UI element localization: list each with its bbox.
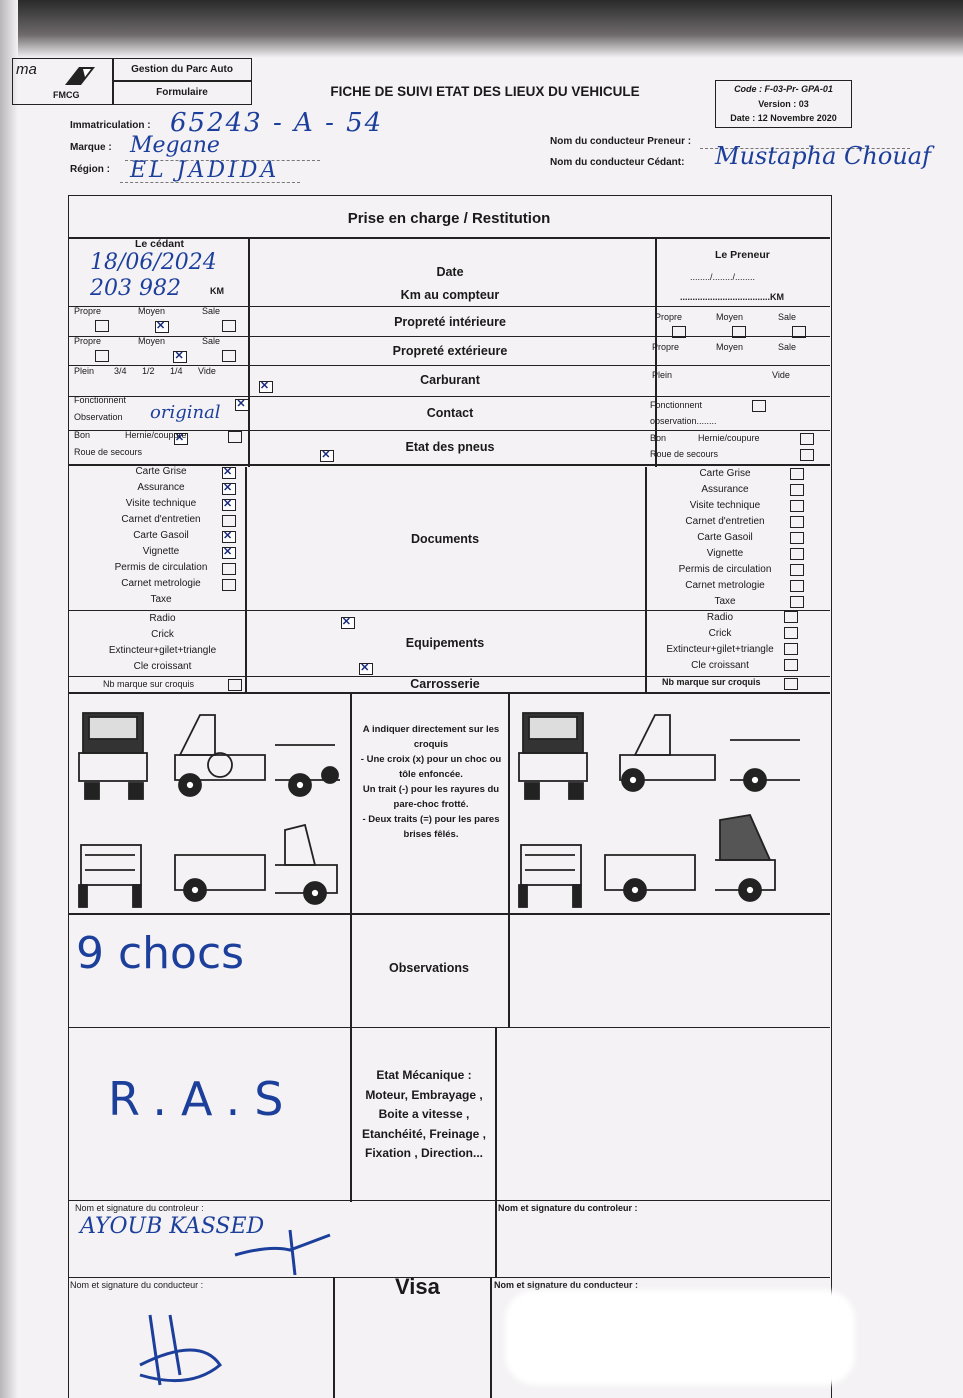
table-title: Prise en charge / Restitution xyxy=(347,210,551,227)
cb-right-doc-4[interactable] xyxy=(790,516,804,528)
left-pe-sale: Sale xyxy=(202,336,221,346)
left-doc-9: Taxe xyxy=(150,594,172,605)
immatriculation-value: 65243 - A - 54 xyxy=(170,108,384,138)
right-contact-fonction: Fonctionnent xyxy=(650,400,703,410)
cedant-value: Mustapha Chouaf xyxy=(715,142,931,170)
cb-left-fuel-vide[interactable] xyxy=(259,381,273,393)
cb-left-doc-4[interactable] xyxy=(222,515,236,527)
right-pe-sale: Sale xyxy=(778,342,797,352)
cb-right-doc-2[interactable] xyxy=(790,484,804,496)
cb-right-eq-4[interactable] xyxy=(784,659,798,671)
right-pneu-hernie: Hernie/coupure xyxy=(698,433,760,443)
right-pi-moyen: Moyen xyxy=(716,312,744,322)
left-conducteur-label: Nom et signature du conducteur : xyxy=(70,1280,204,1290)
left-header: Le cédant xyxy=(135,238,185,250)
right-doc-3: Visite technique xyxy=(689,500,761,511)
left-controleur-value: AYOUB KASSED xyxy=(80,1214,265,1239)
right-date-placeholder: ......../......../........ xyxy=(690,272,756,282)
right-doc-1: Carte Grise xyxy=(699,468,751,479)
left-doc-3: Visite technique xyxy=(125,498,197,509)
row-carburant: Carburant xyxy=(420,373,480,387)
right-controleur-label: Nom et signature du controleur : xyxy=(498,1203,638,1213)
left-documents-list xyxy=(90,464,232,608)
company-name: Gestion du Parc Auto xyxy=(131,64,233,75)
right-eq-4: Cle croissant xyxy=(691,660,749,671)
left-date-value: 18/06/2024 xyxy=(90,250,217,275)
right-header: Le Preneur xyxy=(715,249,770,261)
cb-left-doc-2[interactable] xyxy=(222,483,236,495)
left-doc-7: Permis de circulation xyxy=(114,562,208,573)
marque-label: Marque : xyxy=(70,142,112,153)
cb-right-doc-1[interactable] xyxy=(790,468,804,480)
marque-value: Megane xyxy=(130,133,220,158)
cb-left-pe-propre[interactable] xyxy=(95,350,109,362)
left-doc-6: Vignette xyxy=(142,546,180,557)
row-proprete-ext: Propreté extérieure xyxy=(392,344,508,358)
right-doc-5: Carte Gasoil xyxy=(697,532,753,543)
left-km-unit: KM xyxy=(210,286,224,296)
row-date: Date xyxy=(436,265,464,279)
cb-right-pi-sale[interactable] xyxy=(792,326,806,338)
doc-version: Version : 03 xyxy=(758,99,809,109)
left-doc-8: Carnet metrologie xyxy=(121,578,201,589)
logo-text: FMCG xyxy=(53,90,80,100)
right-car-sketches xyxy=(515,705,815,910)
document-title: FICHE DE SUIVI ETAT DES LIEUX DU VEHICULE xyxy=(330,84,640,99)
etat-meca-line-3: Boite a vitesse , xyxy=(378,1107,470,1121)
logo-prefix: ma xyxy=(16,61,37,78)
doc-code: Code : F-03-Pr- GPA-01 xyxy=(734,84,833,94)
left-pi-sale: Sale xyxy=(202,306,221,316)
left-equipements-list xyxy=(95,611,230,675)
cb-left-doc-8[interactable] xyxy=(222,579,236,591)
croquis-line-2: - Une croix (x) pour un choc ou tôle enfoncée. xyxy=(360,754,502,780)
croquis-line-1: A indiquer directement sur les croquis xyxy=(362,724,500,750)
preneur-label: Nom du conducteur Preneur : xyxy=(550,136,692,147)
left-pneu-hernie: Hernie/coupure xyxy=(125,430,187,440)
right-equipements-list xyxy=(650,610,790,674)
cb-right-doc-8[interactable] xyxy=(790,580,804,592)
left-fuel-vide: Vide xyxy=(198,366,216,376)
logo-icon xyxy=(61,61,101,89)
cb-right-carrosserie[interactable] xyxy=(784,678,798,690)
cb-right-doc-3[interactable] xyxy=(790,500,804,512)
right-carrosserie-label: Nb marque sur croquis xyxy=(662,677,761,687)
left-doc-4: Carnet d'entretien xyxy=(121,514,201,525)
left-carrosserie-label: Nb marque sur croquis xyxy=(103,679,195,689)
cb-left-pneu-secours[interactable] xyxy=(320,450,334,462)
right-documents-list xyxy=(655,466,795,610)
left-fuel-plein: Plein xyxy=(74,366,95,376)
row-pneus: Etat des pneus xyxy=(405,440,495,454)
right-eq-2: Crick xyxy=(708,628,732,639)
cb-left-pi-sale[interactable] xyxy=(222,320,236,332)
etat-meca-line-1: Etat Mécanique : xyxy=(376,1068,472,1082)
etat-meca-block xyxy=(352,1066,496,1164)
left-contact-value: original xyxy=(150,402,221,423)
code-box xyxy=(715,80,852,128)
left-pi-moyen: Moyen xyxy=(138,306,166,316)
cb-right-contact[interactable] xyxy=(752,400,766,412)
observations-label: Observations xyxy=(389,961,469,975)
cb-left-doc-6[interactable] xyxy=(222,547,236,559)
cb-left-pe-moyen[interactable] xyxy=(173,351,187,363)
left-pneu-secours: Roue de secours xyxy=(74,447,143,457)
left-eq-2: Crick xyxy=(151,629,174,640)
cb-left-pi-propre[interactable] xyxy=(95,320,109,332)
row-contact: Contact xyxy=(426,406,474,420)
left-pe-propre: Propre xyxy=(74,336,102,346)
right-doc-2: Assurance xyxy=(701,484,749,495)
right-pe-propre: Propre xyxy=(652,342,680,352)
left-fuel-1-4: 1/4 xyxy=(170,366,183,376)
right-pi-sale: Sale xyxy=(778,312,797,322)
observations-value: 9 chocs xyxy=(76,928,245,979)
left-doc-5: Carte Gasoil xyxy=(133,530,189,541)
immatriculation-label: Immatriculation : xyxy=(70,120,151,131)
controleur-signature xyxy=(230,1225,340,1280)
left-pneu-bon: Bon xyxy=(74,430,91,440)
visa-label: Visa xyxy=(395,1274,440,1299)
cb-right-pneu-secours[interactable] xyxy=(800,449,814,461)
cb-right-doc-9[interactable] xyxy=(790,596,804,608)
right-pneu-bon: Bon xyxy=(650,433,667,443)
etat-meca-value: R.A.S xyxy=(108,1072,298,1126)
cb-right-doc-7[interactable] xyxy=(790,564,804,576)
cb-left-pi-moyen[interactable] xyxy=(155,321,169,333)
left-km-value: 203 982 xyxy=(90,276,181,301)
left-contact-fonction: Fonctionnent xyxy=(74,395,127,405)
cb-right-eq-3[interactable] xyxy=(784,643,798,655)
right-pi-propre: Propre xyxy=(655,312,683,322)
cb-left-pe-sale[interactable] xyxy=(222,350,236,362)
left-pe-moyen: Moyen xyxy=(138,336,166,346)
redacted-signature xyxy=(505,1290,855,1385)
region-line xyxy=(120,182,300,183)
right-doc-8: Carnet metrologie xyxy=(685,580,765,591)
cb-left-doc-7[interactable] xyxy=(222,563,236,575)
cb-left-doc-1[interactable] xyxy=(222,467,236,479)
left-pi-propre: Propre xyxy=(74,306,102,316)
cb-right-pneu-hernie[interactable] xyxy=(800,433,814,445)
cb-right-pi-propre[interactable] xyxy=(672,326,686,338)
right-eq-1: Radio xyxy=(706,612,734,623)
conducteur-signature-left xyxy=(110,1295,250,1395)
left-car-sketches xyxy=(75,705,345,910)
doc-date: Date : 12 Novembre 2020 xyxy=(730,113,837,123)
etat-meca-line-4: Etanchéité, Freinage , xyxy=(361,1126,487,1141)
cb-left-doc-3[interactable] xyxy=(222,499,236,511)
cb-left-eq-1[interactable] xyxy=(341,617,355,629)
right-km-placeholder: ....................................KM xyxy=(680,292,785,302)
row-proprete-int: Propreté intérieure xyxy=(394,315,506,329)
left-controleur-label: Nom et signature du controleur : xyxy=(75,1203,204,1213)
cb-right-eq-1[interactable] xyxy=(784,611,798,623)
right-fuel-vide: Vide xyxy=(772,370,790,380)
croquis-line-3: Un trait (-) pour les rayures du pare-choc frotté. xyxy=(362,784,500,810)
etat-meca-line-5: Fixation , Direction... xyxy=(364,1146,483,1160)
cb-right-pi-moyen[interactable] xyxy=(732,326,746,338)
cb-left-eq-4[interactable] xyxy=(359,663,373,675)
left-fuel-1-2: 1/2 xyxy=(142,366,155,376)
row-km: Km au compteur xyxy=(400,288,500,302)
region-value: EL JADIDA xyxy=(130,158,280,183)
right-conducteur-label: Nom et signature du conducteur : xyxy=(494,1280,639,1290)
right-doc-9: Taxe xyxy=(714,596,736,607)
cb-left-carrosserie[interactable] xyxy=(228,679,242,691)
etat-meca-line-2: Moteur, Embrayage , xyxy=(365,1087,483,1102)
right-pe-moyen: Moyen xyxy=(716,342,744,352)
left-contact-observation: Observation xyxy=(74,412,123,422)
cb-left-doc-5[interactable] xyxy=(222,531,236,543)
cb-right-doc-6[interactable] xyxy=(790,548,804,560)
left-eq-1: Radio xyxy=(149,613,176,624)
left-eq-3: Extincteur+gilet+triangle xyxy=(108,645,217,656)
right-doc-7: Permis de circulation xyxy=(678,564,772,575)
row-documents: Documents xyxy=(410,532,480,546)
croquis-instructions xyxy=(356,722,506,842)
right-doc-checkboxes xyxy=(790,468,804,612)
right-doc-4: Carnet d'entretien xyxy=(685,516,765,527)
left-fuel-3-4: 3/4 xyxy=(114,366,127,376)
right-pneu-secours: Roue de secours xyxy=(650,449,719,459)
right-contact-observation: observation........ xyxy=(650,416,717,426)
left-doc-2: Assurance xyxy=(137,482,185,493)
left-doc-checkboxes xyxy=(222,467,236,595)
right-eq-checkboxes xyxy=(784,611,798,675)
right-eq-3: Extincteur+gilet+triangle xyxy=(666,644,774,655)
row-equipements: Equipements xyxy=(405,636,485,650)
logo-box xyxy=(12,58,114,105)
left-eq-4: Cle croissant xyxy=(133,661,192,672)
scan-shadow-left xyxy=(0,0,18,1398)
cb-right-eq-2[interactable] xyxy=(784,627,798,639)
scan-shadow-top xyxy=(0,0,963,58)
cb-left-pneu-hernie[interactable] xyxy=(228,431,242,443)
row-carrosserie: Carrosserie xyxy=(410,677,480,691)
right-doc-6: Vignette xyxy=(706,548,744,559)
region-label: Région : xyxy=(70,164,110,175)
cedant-label: Nom du conducteur Cédant: xyxy=(550,157,685,168)
cb-left-contact[interactable] xyxy=(235,399,249,411)
cb-right-doc-5[interactable] xyxy=(790,532,804,544)
croquis-line-4: - Deux traits (=) pour les pares brises fêlés. xyxy=(362,814,500,840)
doctype-box xyxy=(112,80,252,105)
left-doc-1: Carte Grise xyxy=(135,466,187,477)
company-box xyxy=(112,58,252,82)
right-fuel-plein: Plein xyxy=(652,370,673,380)
doc-type: Formulaire xyxy=(156,87,208,98)
